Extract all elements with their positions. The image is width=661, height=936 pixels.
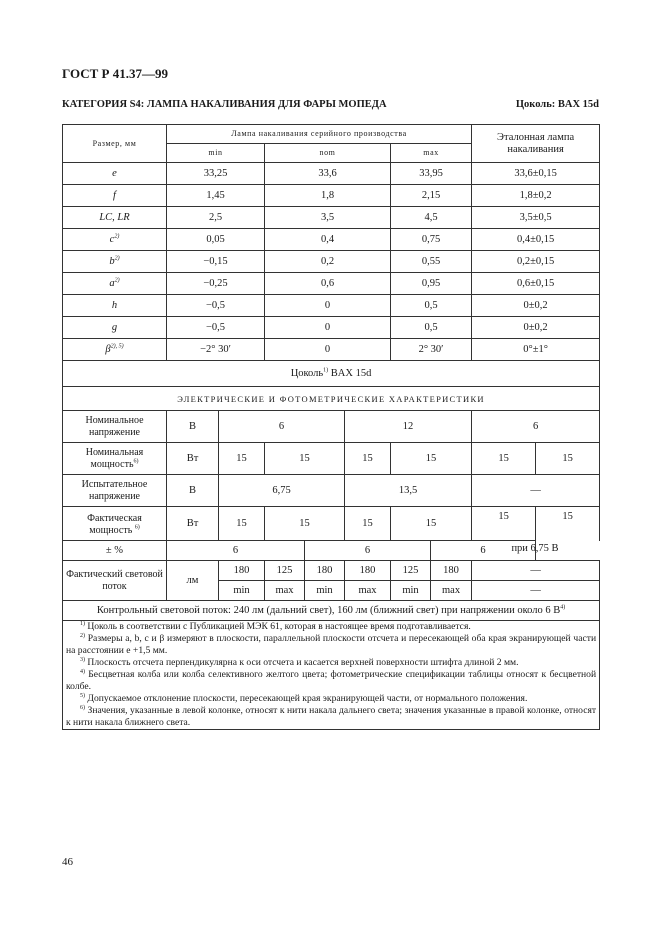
value: 15 bbox=[391, 507, 472, 541]
table-row bbox=[63, 251, 600, 273]
limit: min bbox=[305, 581, 345, 601]
unit: Вт bbox=[167, 443, 219, 475]
limit: max bbox=[265, 581, 305, 601]
control-flux-row bbox=[63, 601, 600, 621]
reference-value: 15 bbox=[472, 507, 536, 541]
min-value: −0,5 bbox=[167, 295, 265, 317]
unit: В bbox=[167, 475, 219, 507]
reference-value: 3,5±0,5 bbox=[472, 207, 600, 229]
section-title: ЭЛЕКТРИЧЕСКИЕ И ФОТОМЕТРИЧЕСКИЕ ХАРАКТЕРИСТИКИ bbox=[63, 387, 600, 411]
reference-value: 0,4±0,15 bbox=[472, 229, 600, 251]
value: 15 bbox=[345, 507, 391, 541]
dimension-name: f bbox=[63, 185, 167, 207]
min-value: −0,5 bbox=[167, 317, 265, 339]
value: 6 bbox=[305, 541, 431, 561]
max-header: max bbox=[391, 144, 472, 163]
reference-value: 0±0,2 bbox=[472, 295, 600, 317]
value: 15 bbox=[391, 443, 472, 475]
reference-value: — bbox=[472, 561, 600, 581]
value: 12 bbox=[345, 411, 472, 443]
value: 13,5 bbox=[345, 475, 472, 507]
nom-value: 0,2 bbox=[265, 251, 391, 273]
max-value: 0,5 bbox=[391, 317, 472, 339]
min-value: −0,25 bbox=[167, 273, 265, 295]
value: 15 bbox=[219, 507, 265, 541]
page-number: 46 bbox=[62, 856, 73, 868]
max-value: 2,15 bbox=[391, 185, 472, 207]
rated-power-row bbox=[63, 443, 600, 475]
max-value: 0,55 bbox=[391, 251, 472, 273]
table-row bbox=[63, 273, 600, 295]
rated-voltage-row bbox=[63, 411, 600, 443]
limit: max bbox=[345, 581, 391, 601]
flux-row-values bbox=[63, 561, 600, 581]
reference-value: 33,6±0,15 bbox=[472, 163, 600, 185]
table-row bbox=[63, 229, 600, 251]
serial-lamp-header: Лампа накаливания серийного производства bbox=[167, 125, 472, 144]
footnote: $^{5)}$ Допускаемое отклонение плоскости, пересекающей края экранирующей части, от нормального положения. bbox=[80, 692, 528, 704]
min-value: −2° 30′ bbox=[167, 339, 265, 361]
value: — bbox=[472, 475, 600, 507]
nom-header: nom bbox=[265, 144, 391, 163]
lamp-spec-table bbox=[62, 124, 600, 730]
min-value: 0,05 bbox=[167, 229, 265, 251]
reference-value: 0,2±0,15 bbox=[472, 251, 600, 273]
value: 6 bbox=[472, 411, 600, 443]
value: 6,75 bbox=[219, 475, 345, 507]
max-value: 0,75 bbox=[391, 229, 472, 251]
nom-value: 33,6 bbox=[265, 163, 391, 185]
category-title: КАТЕГОРИЯ S4: ЛАМПА НАКАЛИВАНИЯ ДЛЯ ФАРЫ МОПЕДА bbox=[62, 99, 387, 110]
value: 180 bbox=[305, 561, 345, 581]
param-label: Фактическая мощность $^{6)}$ bbox=[63, 507, 167, 541]
min-value: 1,45 bbox=[167, 185, 265, 207]
value: 15 bbox=[265, 507, 345, 541]
table-row bbox=[63, 163, 600, 185]
unit: ± % bbox=[63, 541, 167, 561]
dimension-name: $c^{2)}$ bbox=[63, 229, 167, 251]
value: 180 bbox=[219, 561, 265, 581]
value: 6 bbox=[431, 541, 536, 561]
footnote: $^{2)}$ Размеры a, b, c и β измеряют в плоскости, параллельной плоскости отсчета и пересекающей оба края экранирующей части на расстоянии e +1,5 мм. bbox=[66, 632, 597, 656]
min-value: −0,15 bbox=[167, 251, 265, 273]
param-label: Испытательное напряжение bbox=[63, 475, 167, 507]
value: 15 bbox=[219, 443, 265, 475]
document-id: ГОСТ Р 41.37—99 bbox=[62, 66, 168, 81]
table-row bbox=[63, 339, 600, 361]
size-header: Размер, мм bbox=[63, 125, 167, 163]
dimension-name: e bbox=[63, 163, 167, 185]
dimension-name: $\beta^{2), 5)}$ bbox=[63, 339, 167, 361]
footnote: $^{6)}$ Значения, указанные в левой колонке, относят к нити накала дальнего света; значения указанные в правой колонке, относят к нити накала ближнего света. bbox=[66, 704, 597, 728]
dimension-name: $a^{2)}$ bbox=[63, 273, 167, 295]
min-value: 2,5 bbox=[167, 207, 265, 229]
param-label: Номинальная мощность$^{6)}$ bbox=[63, 443, 167, 475]
test-voltage-row bbox=[63, 475, 600, 507]
control-flux-text: Контрольный световой поток: 240 лм (дальний свет), 160 лм (ближний свет) при напряжении около 6 $В^{4)}$ bbox=[63, 601, 600, 621]
nom-value: 0 bbox=[265, 317, 391, 339]
param-label: Номинальное напряжение bbox=[63, 411, 167, 443]
value: 125 bbox=[391, 561, 431, 581]
max-value: 0,95 bbox=[391, 273, 472, 295]
param-label: Фактический световой поток bbox=[63, 561, 167, 601]
nom-value: 1,8 bbox=[265, 185, 391, 207]
actual-power-row bbox=[63, 507, 600, 541]
limit: max bbox=[431, 581, 472, 601]
value: 15 bbox=[472, 443, 536, 475]
value: 180 bbox=[345, 561, 391, 581]
base-row bbox=[63, 361, 600, 387]
footnotes bbox=[63, 621, 600, 730]
reference-value: 1,8±0,2 bbox=[472, 185, 600, 207]
base-type-label: Цоколь: BAX 15d bbox=[515, 99, 599, 110]
value: 180 bbox=[431, 561, 472, 581]
table-row bbox=[63, 185, 600, 207]
value: 6 bbox=[167, 541, 305, 561]
min-value: 33,25 bbox=[167, 163, 265, 185]
value: 15 bbox=[345, 443, 391, 475]
max-value: 33,95 bbox=[391, 163, 472, 185]
footnote: $^{4)}$ Бесцветная колба или колба селективного желтого цвета; фотометрические спецификации таблицы относят к бесцветной колбе. bbox=[66, 668, 597, 692]
footnote: $^{1)}$ Цоколь в соответствии с Публикацией МЭК 61, которая в настоящее время подготавливается. bbox=[80, 620, 471, 632]
value: 125 bbox=[265, 561, 305, 581]
nom-value: 0 bbox=[265, 339, 391, 361]
value: 6 bbox=[219, 411, 345, 443]
reference-lamp-header: Эталонная лампа накаливания bbox=[472, 125, 600, 163]
table-row bbox=[63, 317, 600, 339]
reference-value: — bbox=[472, 581, 600, 601]
reference-power-note: при 6,75 В bbox=[511, 543, 559, 554]
reference-value: 0°±1° bbox=[472, 339, 600, 361]
dimension-name: LC, LR bbox=[63, 207, 167, 229]
dimension-name: $b^{2)}$ bbox=[63, 251, 167, 273]
table-row bbox=[63, 295, 600, 317]
reference-value: 0,6±0,15 bbox=[472, 273, 600, 295]
min-header: min bbox=[167, 144, 265, 163]
base-spec: Цоколь$^{1)}$ BAX 15d bbox=[63, 361, 600, 387]
unit: лм bbox=[167, 561, 219, 601]
nom-value: 0,6 bbox=[265, 273, 391, 295]
value: 15 bbox=[536, 443, 600, 475]
footnote: $^{3)}$ Плоскость отсчета перпендикулярна к оси отсчета и касается верхней поверхности штифта длиной 2 мм. bbox=[80, 656, 519, 668]
dimension-name: g bbox=[63, 317, 167, 339]
max-value: 2° 30′ bbox=[391, 339, 472, 361]
reference-value: 0±0,2 bbox=[472, 317, 600, 339]
max-value: 0,5 bbox=[391, 295, 472, 317]
max-value: 4,5 bbox=[391, 207, 472, 229]
reference-value: 15 bbox=[536, 507, 600, 541]
limit: min bbox=[219, 581, 265, 601]
table-row bbox=[63, 207, 600, 229]
limit: min bbox=[391, 581, 431, 601]
nom-value: 3,5 bbox=[265, 207, 391, 229]
unit: Вт bbox=[167, 507, 219, 541]
nom-value: 0 bbox=[265, 295, 391, 317]
nom-value: 0,4 bbox=[265, 229, 391, 251]
dimension-name: h bbox=[63, 295, 167, 317]
unit: В bbox=[167, 411, 219, 443]
value: 15 bbox=[265, 443, 345, 475]
